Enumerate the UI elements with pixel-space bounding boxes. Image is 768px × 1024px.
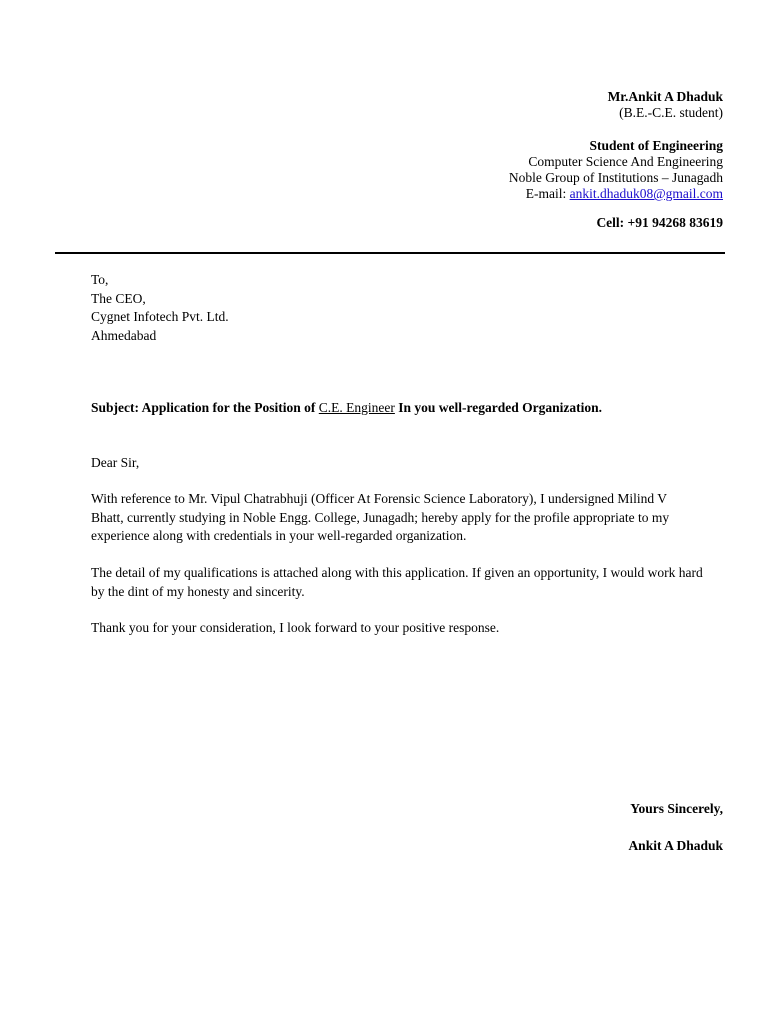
signature-name: Ankit A Dhaduk [628,838,723,853]
body-paragraph [91,619,731,638]
recipient-line: Ahmedabad [91,327,157,343]
email-link[interactable]: ankit.dhaduk08@gmail.com [569,186,723,201]
valediction: Yours Sincerely, [630,801,723,816]
sender-block [509,89,723,231]
body-line: Thank you for your consideration, I look forward to your positive response. [91,620,500,635]
sender-email-line [509,186,723,202]
body-line: Bhatt, currently studying in Noble Engg. College, Junagadh; hereby apply for the profile appropriate to my [91,509,670,525]
sender-cell: Cell: +91 94268 83619 [596,215,723,230]
recipient-address [91,271,229,345]
email-label: E-mail: [525,186,570,201]
subject-position: C.E. Engineer [318,400,395,415]
sender-name: Mr.Ankit A Dhaduk [607,89,723,104]
body-line: The detail of my qualifications is attached along with this application. If given an opportunity, I would work hard [91,565,703,580]
sender-qualification: (B.E.-C.E. student) [619,105,723,120]
header-divider [55,252,725,254]
sender-role: Student of Engineering [589,138,723,153]
subject-suffix: In you well-regarded Organization. [394,400,602,415]
body-paragraph [91,490,731,546]
body-paragraph [91,564,731,601]
recipient-line: Cygnet Infotech Pvt. Ltd. [91,309,229,324]
body-line: With reference to Mr. Vipul Chatrabhuji (Officer At Forensic Science Laboratory), I undersigned Milind V [91,491,667,506]
subject-line [91,400,602,416]
recipient-line: To, [91,272,109,287]
sender-department: Computer Science And Engineering [528,154,723,169]
salutation: Dear Sir, [91,455,140,470]
body-line: experience along with credentials in your well-regarded organization. [91,528,467,543]
recipient-line: The CEO, [91,290,146,306]
sender-institution: Noble Group of Institutions – Junagadh [508,170,723,185]
body-line: by the dint of my honesty and sincerity. [91,583,305,599]
subject-prefix: Subject: Application for the Position of [91,400,319,415]
